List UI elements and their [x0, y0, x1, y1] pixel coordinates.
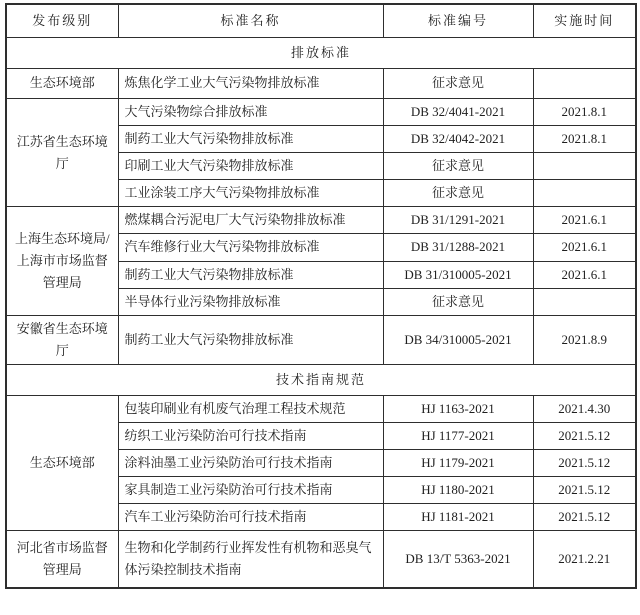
standard-code-cell: 征求意见 [383, 69, 533, 99]
standard-code-cell: 征求意见 [383, 288, 533, 315]
implementation-date-cell [533, 288, 636, 315]
standard-name-cell: 工业涂装工序大气污染物排放标准 [118, 180, 383, 207]
standard-name-cell: 生物和化学制药行业挥发性有机物和恶臭气体污染控制技术指南 [118, 531, 383, 588]
standard-name-cell: 家具制造工业污染防治可行技术指南 [118, 477, 383, 504]
implementation-date-cell: 2021.8.1 [533, 126, 636, 153]
agency-cell: 生态环境部 [6, 69, 118, 99]
standard-code-cell: HJ 1181-2021 [383, 504, 533, 531]
implementation-date-cell: 2021.5.12 [533, 423, 636, 450]
agency-cell: 安徽省生态环境厅 [6, 315, 118, 364]
standard-code-cell: DB 31/1291-2021 [383, 207, 533, 234]
standard-code-cell: HJ 1177-2021 [383, 423, 533, 450]
standard-code-cell: HJ 1180-2021 [383, 477, 533, 504]
standard-name-cell: 大气污染物综合排放标准 [118, 99, 383, 126]
table-row [6, 531, 636, 588]
standard-name-cell: 包装印刷业有机废气治理工程技术规范 [118, 395, 383, 422]
implementation-date-cell: 2021.8.1 [533, 99, 636, 126]
standard-code-cell: DB 34/310005-2021 [383, 315, 533, 364]
standard-code-cell: DB 13/T 5363-2021 [383, 531, 533, 588]
implementation-date-cell: 2021.6.1 [533, 261, 636, 288]
agency-cell: 上海生态环境局/上海市市场监督管理局 [6, 207, 118, 315]
table-row [6, 395, 636, 422]
table-row [6, 99, 636, 126]
standard-name-cell: 印刷工业大气污染物排放标准 [118, 153, 383, 180]
agency-cell: 生态环境部 [6, 395, 118, 530]
implementation-date-cell: 2021.6.1 [533, 207, 636, 234]
implementation-date-cell: 2021.4.30 [533, 395, 636, 422]
section-header-row [6, 38, 636, 69]
column-header-date: 实施时间 [533, 4, 636, 38]
section-title: 排放标准 [6, 38, 636, 69]
standard-code-cell: 征求意见 [383, 180, 533, 207]
column-header-level: 发布级别 [6, 4, 118, 38]
implementation-date-cell: 2021.5.12 [533, 504, 636, 531]
agency-cell: 河北省市场监督管理局 [6, 531, 118, 588]
implementation-date-cell: 2021.6.1 [533, 234, 636, 261]
standards-table [5, 3, 637, 589]
standard-code-cell: DB 32/4042-2021 [383, 126, 533, 153]
implementation-date-cell: 2021.5.12 [533, 477, 636, 504]
standard-name-cell: 半导体行业污染物排放标准 [118, 288, 383, 315]
standard-name-cell: 涂料油墨工业污染防治可行技术指南 [118, 450, 383, 477]
standard-name-cell: 炼焦化学工业大气污染物排放标准 [118, 69, 383, 99]
implementation-date-cell: 2021.2.21 [533, 531, 636, 588]
standard-name-cell: 制药工业大气污染物排放标准 [118, 315, 383, 364]
standard-code-cell: HJ 1179-2021 [383, 450, 533, 477]
implementation-date-cell [533, 153, 636, 180]
standard-name-cell: 汽车维修行业大气污染物排放标准 [118, 234, 383, 261]
implementation-date-cell [533, 180, 636, 207]
column-header-name: 标准名称 [118, 4, 383, 38]
section-title: 技术指南规范 [6, 364, 636, 395]
agency-cell: 江苏省生态环境厅 [6, 99, 118, 207]
implementation-date-cell: 2021.5.12 [533, 450, 636, 477]
table-row [6, 315, 636, 364]
implementation-date-cell [533, 69, 636, 99]
table-row [6, 69, 636, 99]
standard-code-cell: DB 32/4041-2021 [383, 99, 533, 126]
standard-code-cell: 征求意见 [383, 153, 533, 180]
standard-name-cell: 燃煤耦合污泥电厂大气污染物排放标准 [118, 207, 383, 234]
column-header-code: 标准编号 [383, 4, 533, 38]
standard-code-cell: DB 31/310005-2021 [383, 261, 533, 288]
standard-code-cell: DB 31/1288-2021 [383, 234, 533, 261]
standard-name-cell: 制药工业大气污染物排放标准 [118, 261, 383, 288]
standard-name-cell: 制药工业大气污染物排放标准 [118, 126, 383, 153]
header-row [6, 4, 636, 38]
section-header-row [6, 364, 636, 395]
standard-code-cell: HJ 1163-2021 [383, 395, 533, 422]
implementation-date-cell: 2021.8.9 [533, 315, 636, 364]
standard-name-cell: 汽车工业污染防治可行技术指南 [118, 504, 383, 531]
table-row [6, 207, 636, 234]
standard-name-cell: 纺织工业污染防治可行技术指南 [118, 423, 383, 450]
